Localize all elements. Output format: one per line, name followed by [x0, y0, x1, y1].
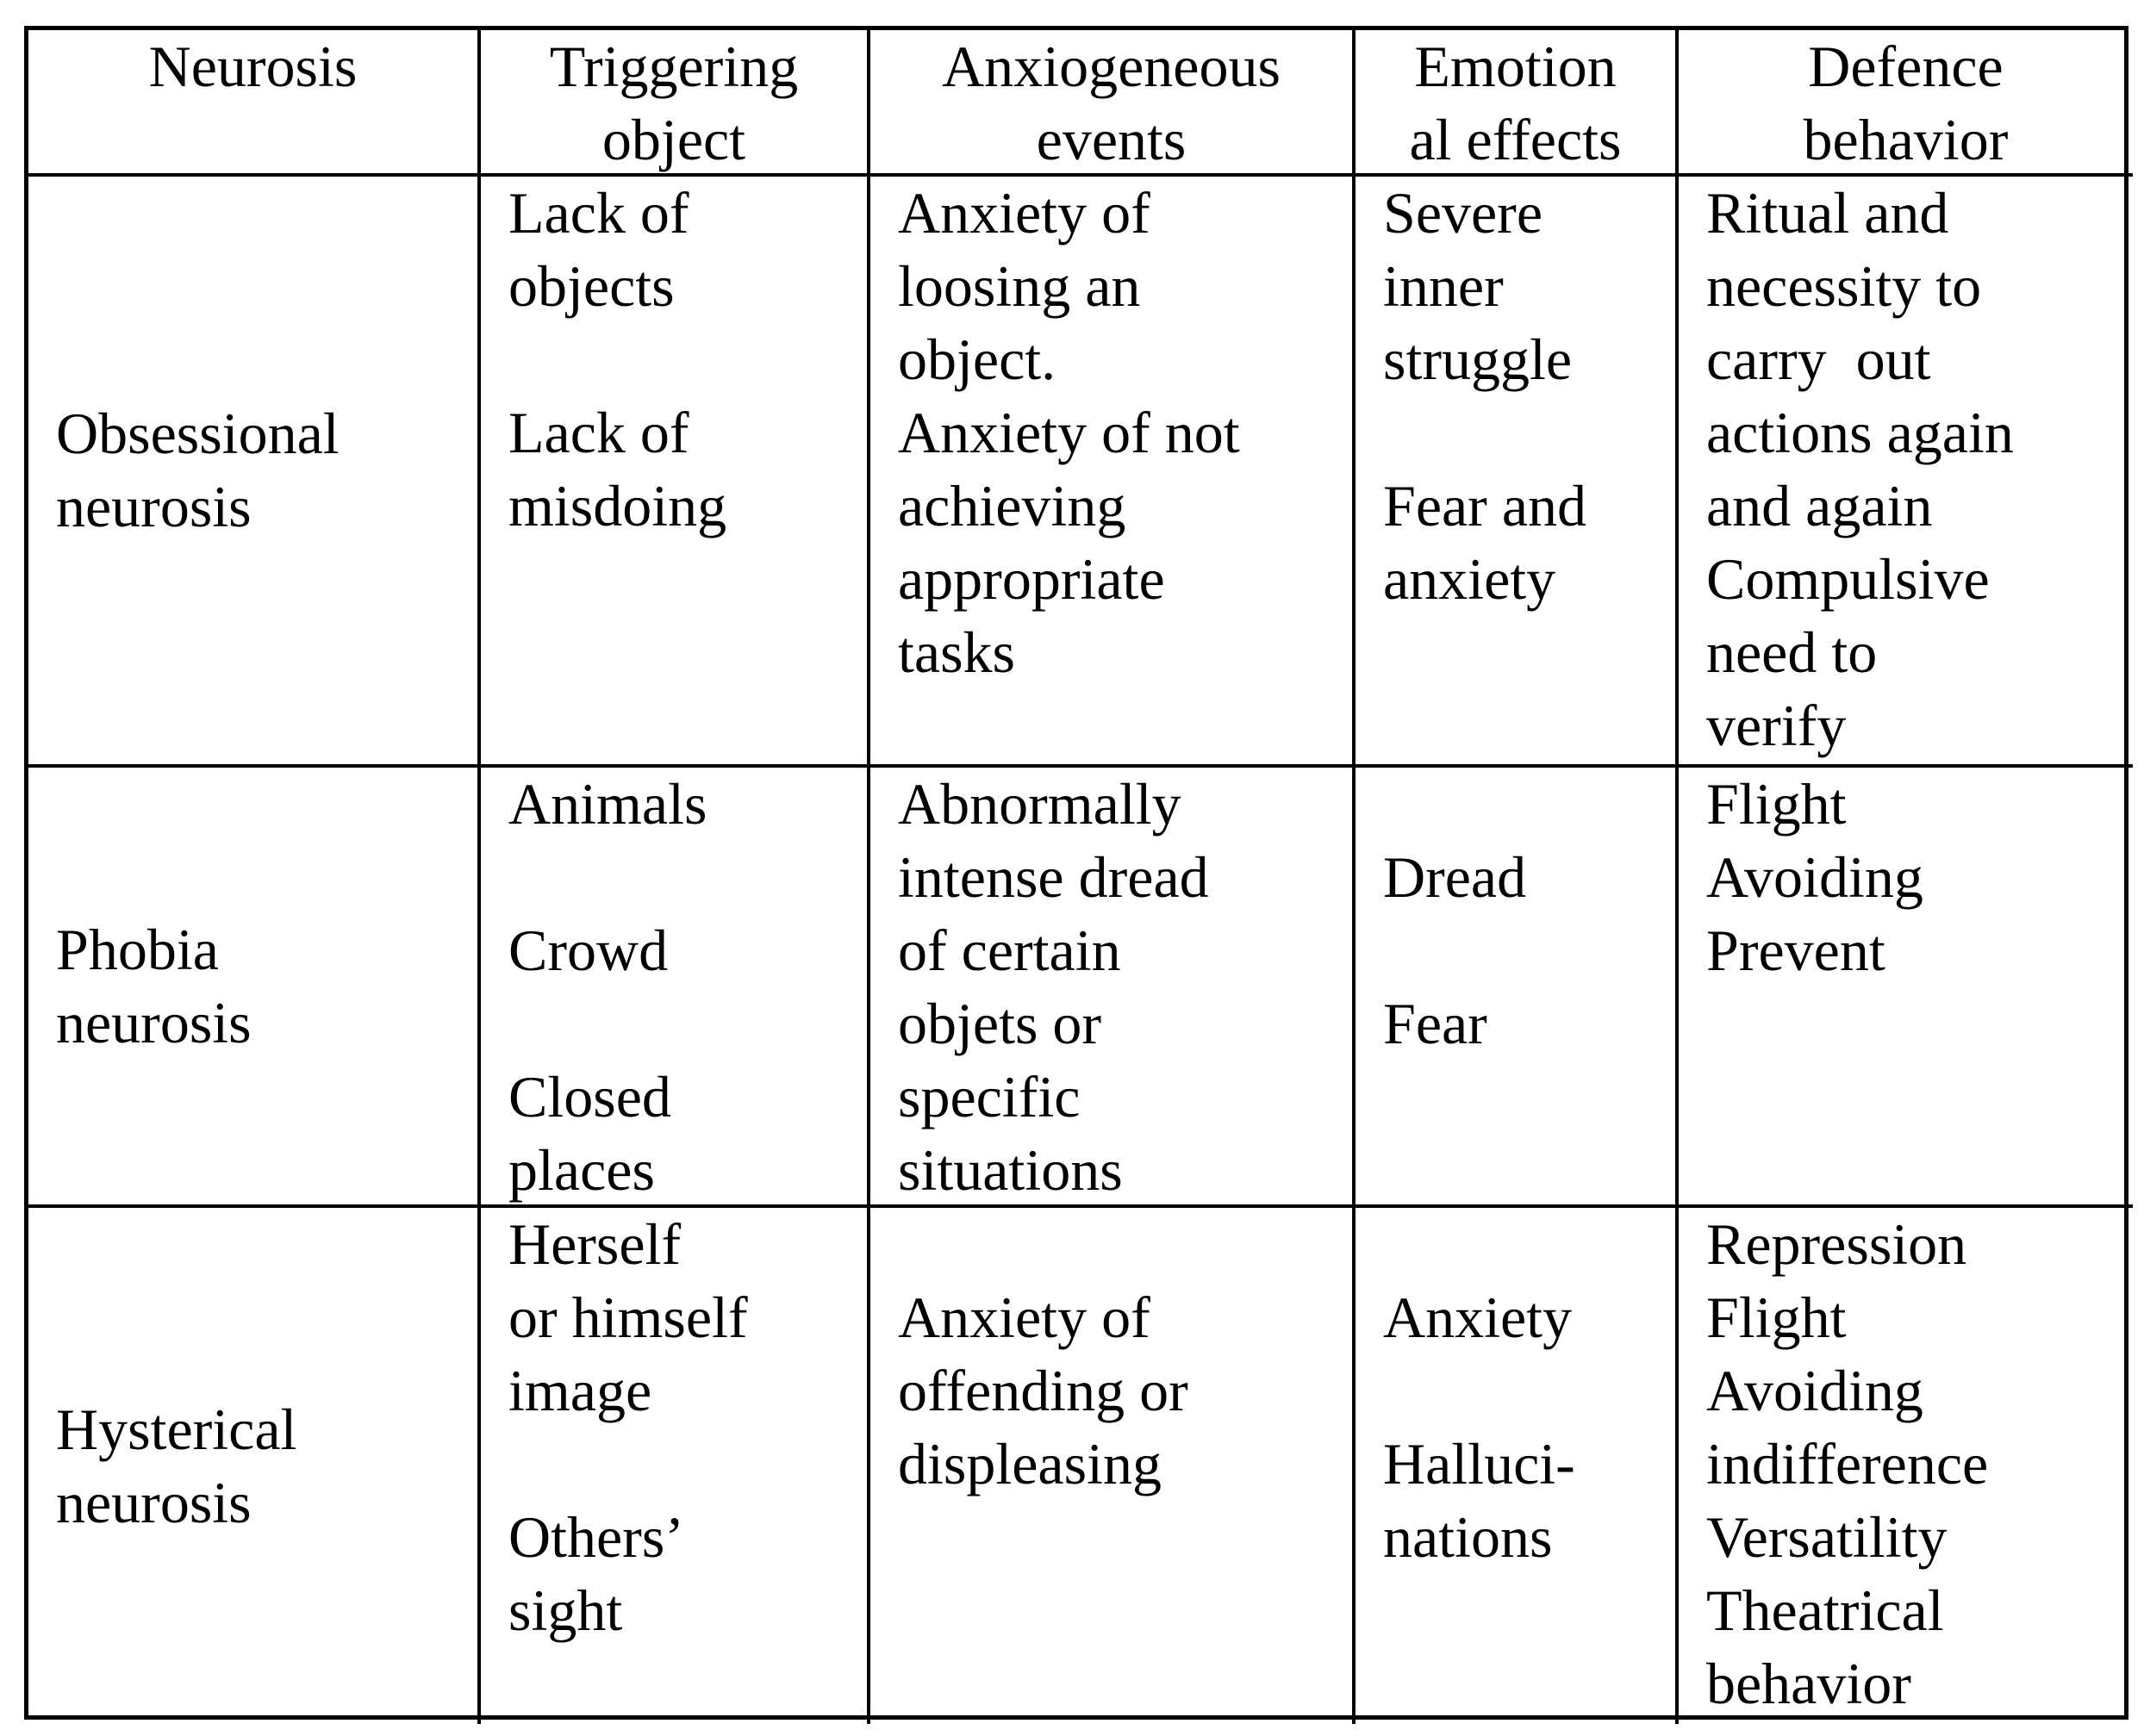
cell-line: Lack of	[508, 180, 689, 246]
cell-emotional-effects	[1356, 1208, 1679, 1724]
cell-emotional-effects	[1356, 768, 1679, 1208]
cell-line: Prevent	[1706, 918, 1885, 983]
line-gap	[1383, 768, 1675, 841]
cell-emotional-effects	[1356, 177, 1679, 768]
cell-line: and again	[1706, 473, 1933, 538]
cell-line: image	[508, 1358, 652, 1423]
cell-line: Crowd	[508, 918, 669, 983]
row-label-line: Obsessional	[56, 401, 340, 466]
cell-line: loosing an	[898, 253, 1141, 319]
cell-line: Closed	[508, 1064, 671, 1129]
cell-line: Fear and	[1383, 473, 1587, 538]
cell-line: misdoing	[508, 473, 727, 538]
cell-line: appropriate	[898, 546, 1165, 612]
cell-line: places	[508, 1137, 655, 1203]
row-label-obsessional	[28, 177, 481, 768]
cell-line: objects	[508, 253, 675, 319]
header-line: events	[1036, 107, 1187, 172]
cell-line: Anxiety	[1383, 1285, 1573, 1350]
cell-triggering-object	[481, 177, 870, 768]
row-label-line: Hysterical	[56, 1396, 297, 1462]
line-gap	[508, 323, 867, 396]
cell-line: Abnormally	[898, 771, 1181, 837]
cell-line: Ritual and	[1706, 180, 1949, 246]
cell-line: carry out	[1706, 327, 1931, 392]
neurosis-table	[24, 26, 2128, 1720]
cell-line: achieving	[898, 473, 1126, 538]
row-label-line: neurosis	[56, 1469, 252, 1535]
line-gap	[508, 1428, 867, 1501]
cell-line: indifference	[1706, 1431, 1989, 1496]
cell-line: or himself	[508, 1285, 748, 1350]
row-label-line: neurosis	[56, 989, 252, 1055]
cell-triggering-object	[481, 1208, 870, 1724]
cell-triggering-object	[481, 768, 870, 1208]
cell-line: nations	[1383, 1504, 1553, 1570]
cell-line: Compulsive	[1706, 546, 1990, 612]
header-triggering-object	[481, 30, 870, 177]
cell-line: Severe	[1383, 180, 1543, 246]
line-gap	[1383, 914, 1675, 987]
cell-line: object.	[898, 327, 1056, 392]
cell-defence-behavior	[1679, 1208, 2133, 1724]
cell-defence-behavior	[1679, 768, 2133, 1208]
cell-line: Avoiding	[1706, 844, 1923, 910]
header-line: behavior	[1803, 107, 2009, 172]
cell-line: actions again	[1706, 400, 2014, 465]
line-gap	[1383, 1208, 1675, 1281]
cell-line: tasks	[898, 619, 1015, 685]
row-label-line: Phobia	[56, 916, 219, 982]
cell-line: verify	[1706, 693, 1847, 758]
header-emotional-effects	[1356, 30, 1679, 177]
cell-line: objets or	[898, 991, 1102, 1056]
cell-line: Repression	[1706, 1211, 1967, 1277]
cell-line: sight	[508, 1577, 623, 1643]
line-gap	[898, 1208, 1352, 1281]
header-line: Emotion	[1414, 34, 1617, 99]
cell-line: Dread	[1383, 844, 1527, 910]
cell-line: intense dread	[898, 844, 1209, 910]
cell-line: Anxiety of	[898, 1285, 1150, 1350]
header-neurosis	[28, 30, 481, 177]
cell-line: Flight	[1706, 1285, 1847, 1350]
cell-line: anxiety	[1383, 546, 1556, 612]
cell-defence-behavior	[1679, 177, 2133, 768]
cell-line: Flight	[1706, 771, 1847, 837]
header-line: Neurosis	[148, 34, 358, 99]
cell-anxiogeneous-events	[870, 768, 1356, 1208]
cell-line: Fear	[1383, 991, 1487, 1056]
header-anxiogeneous-events	[870, 30, 1356, 177]
line-gap	[1383, 1354, 1675, 1428]
cell-line: Animals	[508, 771, 707, 837]
cell-line: inner	[1383, 253, 1504, 319]
header-line: Defence	[1808, 34, 2004, 99]
cell-line: Theatrical	[1706, 1577, 1944, 1643]
cell-line: need to	[1706, 619, 1878, 685]
header-line: object	[601, 107, 746, 172]
cell-line: situations	[898, 1137, 1123, 1203]
cell-line: displeasing	[898, 1431, 1162, 1496]
line-gap	[508, 841, 867, 914]
header-defence-behavior	[1679, 30, 2133, 177]
header-line: Anxiogeneous	[942, 34, 1281, 99]
cell-line: necessity to	[1706, 253, 1982, 319]
cell-line: offending or	[898, 1358, 1188, 1423]
cell-line: Halluci-	[1383, 1431, 1575, 1496]
row-label-line: neurosis	[56, 474, 252, 539]
cell-line: Versatility	[1706, 1504, 1948, 1570]
cell-line: behavior	[1706, 1651, 1911, 1716]
line-gap	[1383, 396, 1675, 470]
cell-line: Anxiety of not	[898, 400, 1240, 465]
header-line: al effects	[1409, 107, 1622, 172]
row-label-hysterical	[28, 1208, 481, 1724]
cell-line: of certain	[898, 918, 1121, 983]
cell-line: Others’	[508, 1504, 684, 1570]
cell-line: Herself	[508, 1211, 682, 1277]
line-gap	[508, 987, 867, 1061]
header-line: Triggering	[549, 34, 799, 99]
cell-anxiogeneous-events	[870, 1208, 1356, 1724]
cell-line: Anxiety of	[898, 180, 1150, 246]
cell-line: Avoiding	[1706, 1358, 1923, 1423]
cell-line: struggle	[1383, 327, 1573, 392]
row-label-phobia	[28, 768, 481, 1208]
cell-line: specific	[898, 1064, 1081, 1129]
cell-anxiogeneous-events	[870, 177, 1356, 768]
cell-line: Lack of	[508, 400, 689, 465]
